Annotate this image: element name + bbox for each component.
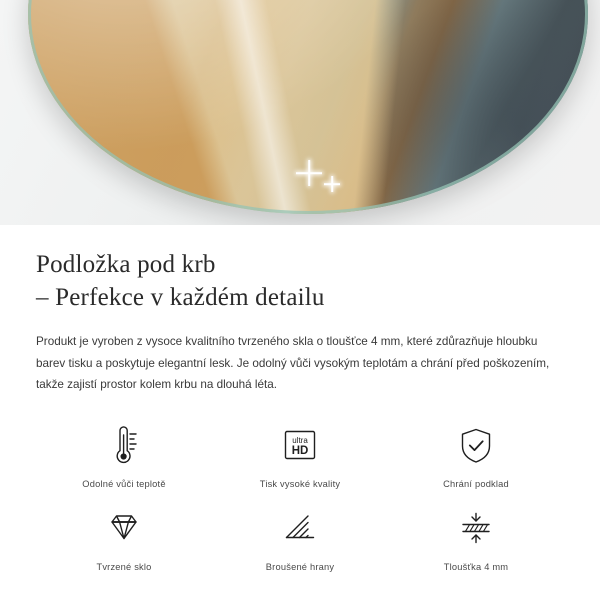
feature-label: Chrání podklad	[443, 478, 509, 489]
headline-line-2: – Perfekce v každém detailu	[36, 283, 325, 311]
feature-item-tempered-glass	[36, 505, 212, 572]
feature-label: Tvrzené sklo	[96, 561, 152, 572]
feature-item-thickness	[388, 505, 564, 572]
headline-line-1: Podložka pod krb	[36, 251, 216, 278]
page-title	[36, 249, 564, 314]
shield-check-icon	[455, 422, 497, 468]
thermometer-icon	[103, 422, 145, 468]
feature-grid	[36, 422, 564, 572]
feature-item-polished-edges	[212, 505, 388, 572]
hero-image	[0, 0, 600, 225]
marble-glass-slab	[28, 0, 588, 214]
polished-edges-icon	[277, 505, 323, 551]
feature-label: Tisk vysoké kvality	[259, 478, 341, 489]
ultra-hd-icon	[277, 422, 323, 468]
product-description-text: Produkt je vyroben z vysoce kvalitního tvrzeného skla o tloušťce 4 mm, které zdůrazňuje hloubku barev tisku a poskytuje elegantní lesk. Je odolný vůči vysokým teplotám a chrání před poškozením, takže zajistí prostor kolem krbu na dlouhá léta.	[36, 335, 550, 392]
feature-item-temperature	[36, 422, 212, 489]
thickness-arrows-icon	[453, 505, 499, 551]
feature-item-print-quality	[212, 422, 388, 489]
ultra-hd-top-text: ultra	[292, 435, 308, 445]
diamond-icon	[102, 505, 146, 551]
ultra-hd-bottom-text: HD	[291, 444, 309, 457]
feature-label: Broušené hrany	[265, 561, 335, 572]
feature-label: Tloušťka 4 mm	[443, 561, 509, 572]
marble-veins	[28, 0, 588, 214]
feature-item-protection	[388, 422, 564, 489]
content-area	[0, 249, 600, 572]
feature-label: Odolné vůči teplotě	[82, 478, 166, 489]
